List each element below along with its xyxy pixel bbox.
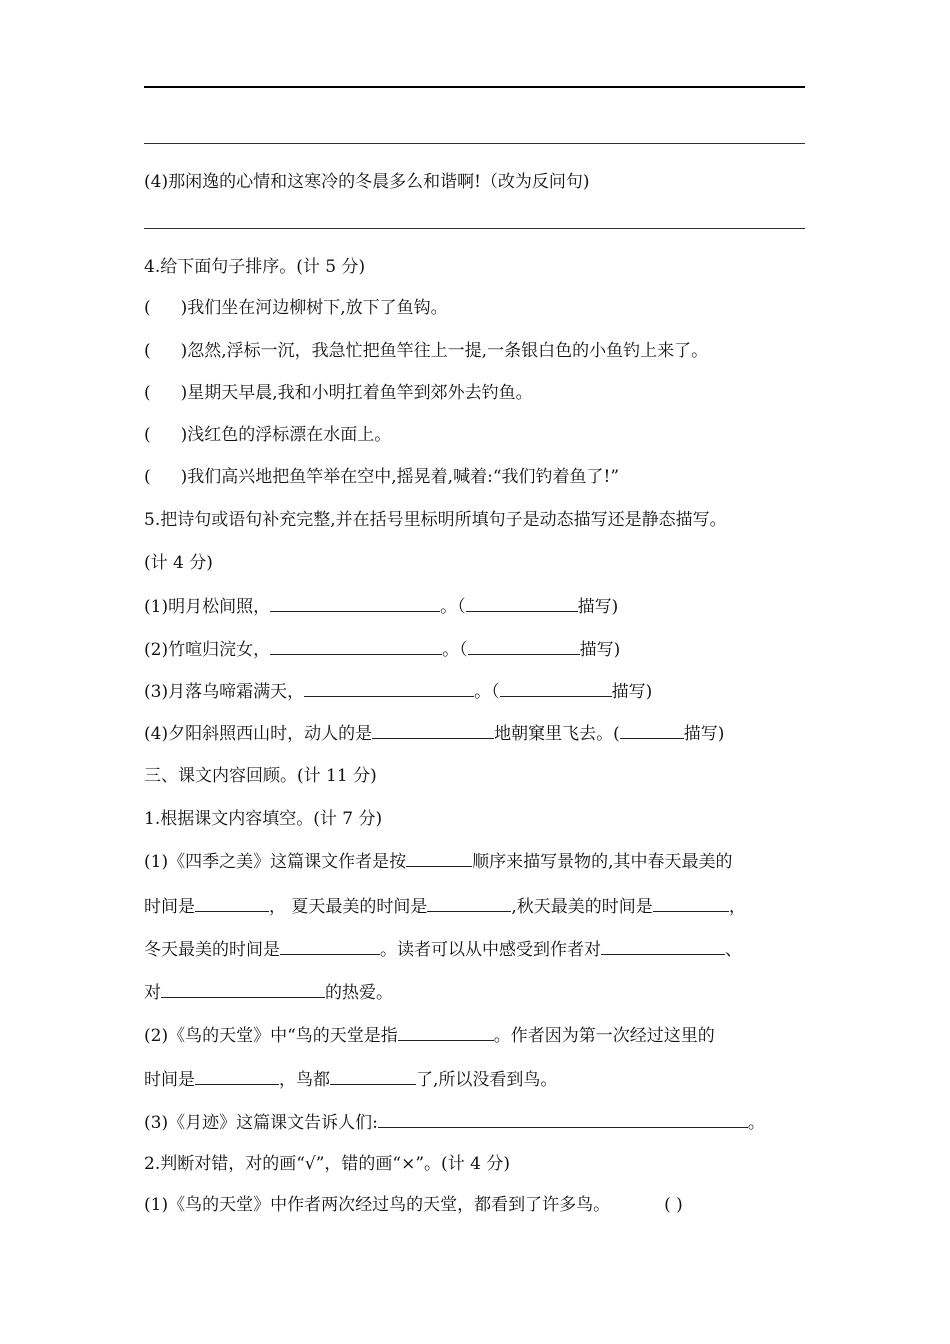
recall-3: (3)《月迹》这篇课文告诉人们: 。 bbox=[144, 1113, 765, 1133]
recall-1-line-4: 对 的热爱。 bbox=[144, 983, 393, 1003]
fill-blank[interactable] bbox=[468, 638, 580, 655]
question-5-score: (计 4 分) bbox=[144, 553, 213, 573]
fill-blank[interactable] bbox=[304, 680, 474, 697]
question-3-4: (4)那闲逸的心情和这寒冷的冬晨多么和谐啊!（改为反问句) bbox=[144, 172, 590, 192]
fill-blank[interactable] bbox=[398, 1024, 494, 1041]
question-5-title: 5.把诗句或语句补充完整,并在括号里标明所填句子是动态描写还是静态描写。 bbox=[144, 510, 727, 530]
answer-line bbox=[144, 143, 805, 144]
fill-blank[interactable] bbox=[653, 895, 729, 912]
poem-item-2: (2)竹喧归浣女， 。（ 描写) bbox=[144, 640, 621, 660]
fill-blank[interactable] bbox=[270, 638, 442, 655]
order-item-4: ( )浅红色的浮标漂在水面上。 bbox=[144, 425, 392, 445]
order-item-3: ( )星期天早晨,我和小明扛着鱼竿到郊外去钓鱼。 bbox=[144, 383, 533, 403]
answer-line bbox=[144, 228, 805, 229]
fill-blank[interactable] bbox=[330, 1068, 416, 1085]
fill-blank[interactable] bbox=[270, 595, 440, 612]
fill-blank[interactable] bbox=[500, 680, 612, 697]
fill-blank[interactable] bbox=[378, 1111, 748, 1128]
fill-blank[interactable] bbox=[406, 850, 472, 867]
poem-item-3: (3)月落乌啼霜满天， 。（ 描写) bbox=[144, 682, 653, 702]
recall-1-line-3: 冬天最美的时间是 。读者可以从中感受到作者对 、 bbox=[144, 940, 742, 960]
question-4-title: 4.给下面句子排序。(计 5 分) bbox=[144, 257, 366, 277]
section-3-title: 三、课文内容回顾。(计 11 分) bbox=[144, 766, 377, 786]
fill-blank[interactable] bbox=[280, 938, 380, 955]
fill-blank[interactable] bbox=[195, 895, 269, 912]
judge-item-1: (1)《鸟的天堂》中作者两次经过鸟的天堂，都看到了许多鸟。 ( ) bbox=[144, 1195, 683, 1215]
fill-blank[interactable] bbox=[372, 722, 494, 739]
judge-answer-paren[interactable]: ( ) bbox=[664, 1195, 683, 1215]
order-item-5: ( )我们高兴地把鱼竿举在空中,摇晃着,喊着:“我们钓着鱼了!” bbox=[144, 467, 620, 487]
section-3-q1-title: 1.根据课文内容填空。(计 7 分) bbox=[144, 809, 383, 829]
section-3-q2-title: 2.判断对错，对的画“√”，错的画“×”。(计 4 分) bbox=[144, 1154, 510, 1174]
fill-blank[interactable] bbox=[161, 981, 325, 998]
poem-item-4: (4)夕阳斜照西山时，动人的是 地朝窠里飞去。( 描写) bbox=[144, 724, 725, 744]
poem-item-1: (1)明月松间照， 。（ 描写) bbox=[144, 597, 619, 617]
fill-blank[interactable] bbox=[195, 1068, 279, 1085]
recall-2-line-1: (2)《鸟的天堂》中“鸟的天堂是指 。作者因为第一次经过这里的 bbox=[144, 1026, 715, 1046]
recall-2-line-2: 时间是 ，鸟都 了,所以没看到鸟。 bbox=[144, 1070, 558, 1090]
fill-blank[interactable] bbox=[620, 722, 684, 739]
order-item-1: ( )我们坐在河边柳树下,放下了鱼钩。 bbox=[144, 298, 448, 318]
fill-blank[interactable] bbox=[466, 595, 578, 612]
recall-1-line-1: (1)《四季之美》这篇课文作者是按 顺序来描写景物的,其中春天最美的 bbox=[144, 852, 733, 872]
top-rule bbox=[144, 86, 805, 88]
order-item-2: ( )忽然,浮标一沉，我急忙把鱼竿往上一提,一条银白色的小鱼钓上来了。 bbox=[144, 341, 709, 361]
fill-blank[interactable] bbox=[601, 938, 725, 955]
recall-1-line-2: 时间是 ， 夏天最美的时间是 ,秋天最美的时间是 ， bbox=[144, 897, 746, 917]
fill-blank[interactable] bbox=[427, 895, 511, 912]
